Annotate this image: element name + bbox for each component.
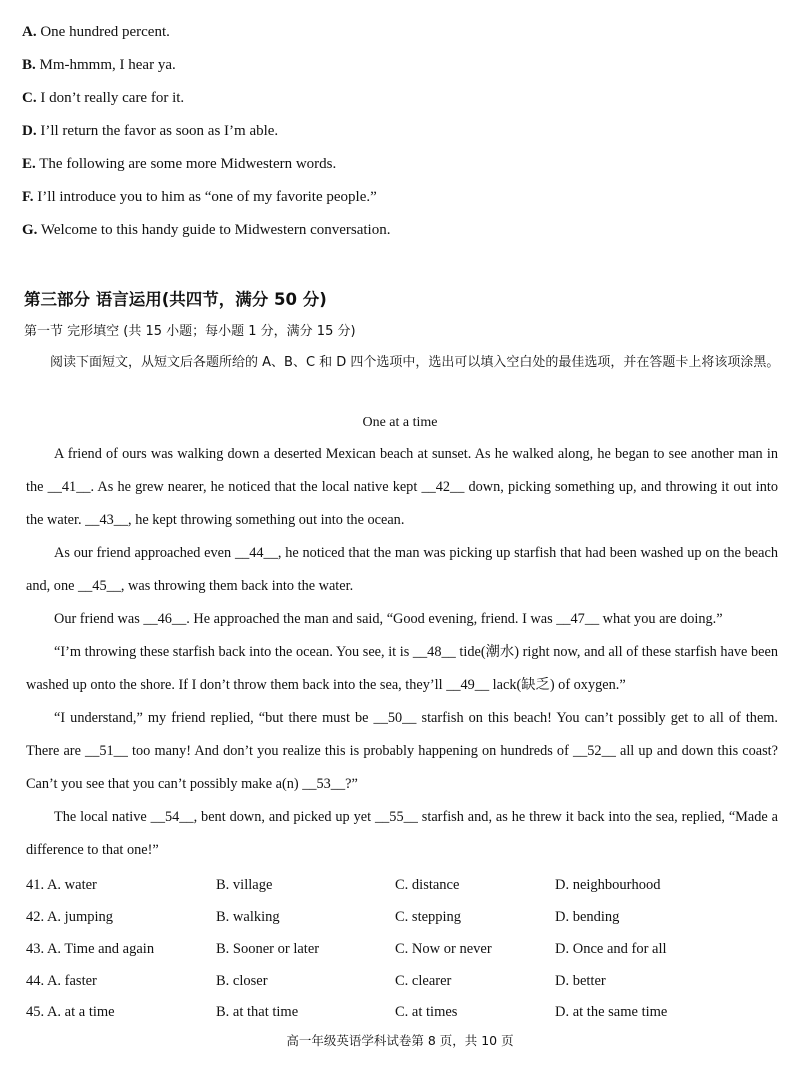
option-letter: A. — [22, 24, 37, 40]
option-text: Welcome to this handy guide to Midwestern conversation. — [40, 222, 391, 238]
choice-d: D. Once and for all — [555, 941, 667, 957]
choice-b: B. at that time — [216, 1004, 299, 1020]
choice-a: 44. A. faster — [26, 973, 97, 989]
option-letter: C. — [22, 90, 37, 106]
choice-d: D. bending — [555, 909, 620, 925]
option-text: The following are some more Midwestern words. — [39, 156, 337, 172]
choice-d: D. better — [555, 973, 606, 989]
option-letter: G. — [22, 222, 38, 238]
story-paragraph: A friend of ours was walking down a deserted Mexican beach at sunset. As he walked along, he began to see another man in the __41__. As he grew nearer, he noticed that the local native kept __42__ down, picking something up, and throwing it out into the water. __43__, he kept throwing something out into the ocean. — [26, 446, 778, 528]
choice-a: 42. A. jumping — [26, 909, 114, 925]
option-letter: E. — [22, 156, 36, 172]
choice-b: B. village — [216, 877, 273, 893]
question-row — [0, 877, 800, 901]
page-footer: 高一年级英语学科试卷第 8 页，共 10 页 — [286, 1033, 514, 1048]
choice-a: 43. A. Time and again — [26, 941, 155, 957]
option-text: One hundred percent. — [40, 24, 170, 40]
option-e — [22, 156, 336, 173]
story-paragraph: The local native __54__, bent down, and picked up yet __55__ starfish and, as he threw it back into the sea, replied, “Made a difference to that one!” — [26, 809, 778, 858]
option-letter: D. — [22, 123, 37, 139]
story-paragraph: Our friend was __46__. He approached the man and said, “Good evening, friend. I was __47__ what you are doing.” — [54, 611, 723, 627]
option-d — [22, 123, 278, 140]
choice-c: C. distance — [395, 877, 460, 893]
option-letter: B. — [22, 57, 36, 73]
choice-a: 41. A. water — [26, 877, 97, 893]
choice-c: C. stepping — [395, 909, 462, 925]
story-paragraph: “I understand,” my friend replied, “but there must be __50__ starfish on this beach! You can’t possibly get to all of them. There are __51__ too many! And don’t you realize this is probably happening on hundreds of __52__ all up and down this coast? Can’t you see that you can’t possibly make a(n) __53__?” — [26, 710, 778, 792]
option-f — [22, 189, 377, 206]
story-paragraph: “I’m throwing these starfish back into the ocean. You see, it is __48__ tide(潮水) right now, and all of these starfish have been washed up onto the shore. If I don’t throw them back into the sea, they’ll __49__ lack(缺乏) of oxygen.” — [26, 644, 778, 693]
question-row — [0, 973, 800, 997]
question-row — [0, 1004, 800, 1028]
choice-d: D. neighbourhood — [555, 877, 661, 893]
choice-b: B. closer — [216, 973, 268, 989]
choice-b: B. walking — [216, 909, 280, 925]
option-letter: F. — [22, 189, 34, 205]
story-title: One at a time — [362, 415, 438, 430]
choice-a: 45. A. at a time — [26, 1004, 115, 1020]
section-instructions: 阅读下面短文，从短文后各题所给的 A、B、C 和 D 四个选项中，选出可以填入空白处的最佳选项，并在答题卡上将该项涂黑。 — [50, 355, 780, 370]
section-title: 第三部分 语言运用(共四节，满分 50 分) — [24, 290, 327, 309]
option-text: I’ll introduce you to him as “one of my favorite people.” — [37, 189, 377, 205]
choice-d: D. at the same time — [555, 1004, 668, 1020]
option-g — [22, 222, 390, 239]
question-row — [0, 909, 800, 933]
option-c — [22, 90, 184, 107]
option-a — [22, 24, 170, 41]
choice-c: C. at times — [395, 1004, 458, 1020]
choice-c: C. Now or never — [395, 941, 492, 957]
choice-c: C. clearer — [395, 973, 452, 989]
story-paragraph: As our friend approached even __44__, he noticed that the man was picking up starfish that had been washed up on the beach and, one __45__, was throwing them back into the water. — [26, 545, 778, 594]
option-text: I’ll return the favor as soon as I’m able. — [40, 123, 279, 139]
question-row — [0, 941, 800, 965]
option-text: Mm-hmmm, I hear ya. — [39, 57, 176, 73]
section-subtitle: 第一节 完形填空 (共 15 小题；每小题 1 分，满分 15 分) — [24, 324, 356, 339]
option-b — [22, 57, 176, 74]
option-text: I don’t really care for it. — [40, 90, 185, 106]
choice-b: B. Sooner or later — [216, 941, 320, 957]
